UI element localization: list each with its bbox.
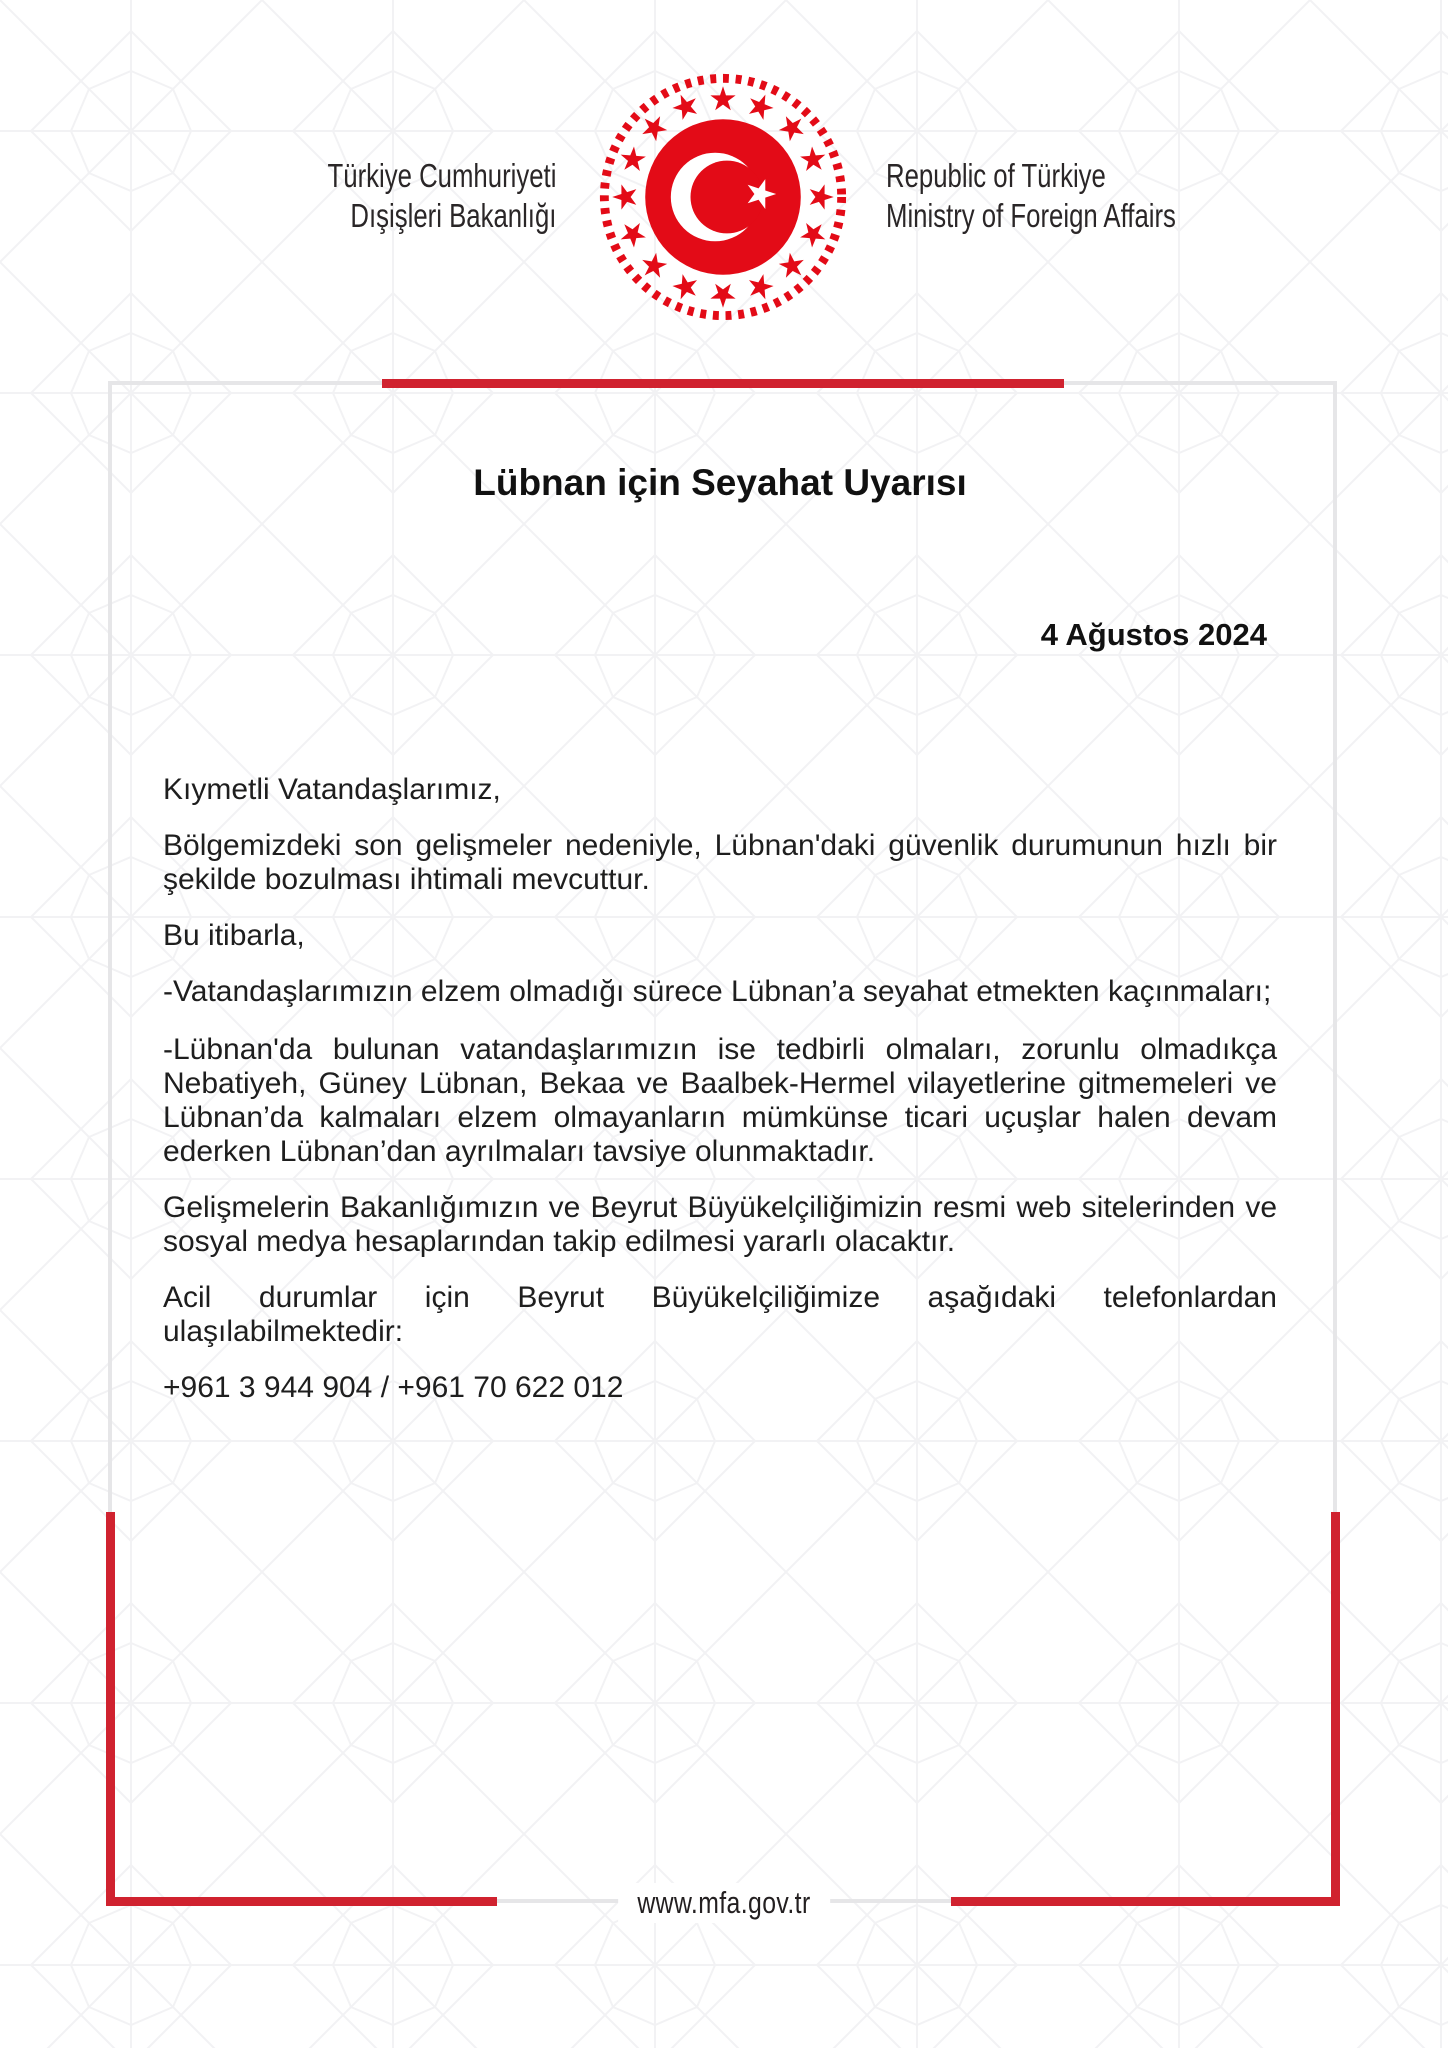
ministry-name-tr-line2: Dışişleri Bakanlığı (349, 197, 556, 234)
ministry-name-tr-line1: Türkiye Cumhuriyeti (327, 157, 556, 194)
ministry-name-en-line1: Republic of Türkiye (886, 157, 1106, 194)
bottom-left-red-border-vertical (106, 1512, 115, 1906)
website-url: www.mfa.gov.tr (618, 1883, 830, 1923)
body-paragraph: Bölgemizdeki son gelişmeler nedeniyle, Lübnan'daki güvenlik durumunun hızlı bir şekilde bozulması ihtimali mevcuttur. (163, 829, 1277, 896)
body-paragraph: Bu itibarla, (163, 919, 305, 952)
body-paragraph: Gelişmelerin Bakanlığımızın ve Beyrut Büyükelçiliğimizin resmi web sitelerinden ve sosyal medya hesaplarından takip edilmesi yararlı olacaktır. (163, 1191, 1277, 1258)
letter-body (112, 461, 1333, 1405)
ministry-name-en-line2: Ministry of Foreign Affairs (886, 197, 1176, 234)
document-title: Lübnan için Seyahat Uyarısı (473, 462, 967, 503)
salutation: Kıymetli Vatandaşlarımız, (163, 773, 501, 806)
advice-item: -Lübnan'da bulunan vatandaşlarımızın ise tedbirli olmaları, zorunlu olmadıkça Nebatiyeh, Güney Lübnan, Bekaa ve Baalbek-Hermel vilayetlerine gitmemeleri ve Lübnan’da kalmaları elzem olmayanların mümkünse ticari uçuşlar halen devam ederken Lübnan’dan ayrılmaları tavsiye olunmaktadır. (163, 1033, 1277, 1168)
document-date: 4 Ağustos 2024 (1040, 617, 1267, 652)
letter-frame (108, 381, 1337, 1903)
ministry-name-turkish (327, 156, 556, 236)
advice-item: -Vatandaşlarımızın elzem olmadığı sürece Lübnan’a seyahat etmekten kaçınmaları; (163, 975, 1272, 1008)
bottom-right-red-border-vertical (1331, 1512, 1340, 1906)
ministry-name-english (886, 156, 1176, 236)
phone-numbers: +961 3 944 904 / +961 70 622 012 (163, 1371, 624, 1404)
bottom-left-red-border-horizontal (106, 1897, 497, 1906)
bottom-right-red-border-horizontal (951, 1897, 1340, 1906)
body-paragraph: Acil durumlar için Beyrut Büyükelçiliğimize aşağıdaki telefonlardan ulaşılabilmektedir: (163, 1281, 1277, 1348)
turkiye-mfa-emblem-icon (595, 69, 851, 325)
top-red-bar (382, 379, 1064, 388)
